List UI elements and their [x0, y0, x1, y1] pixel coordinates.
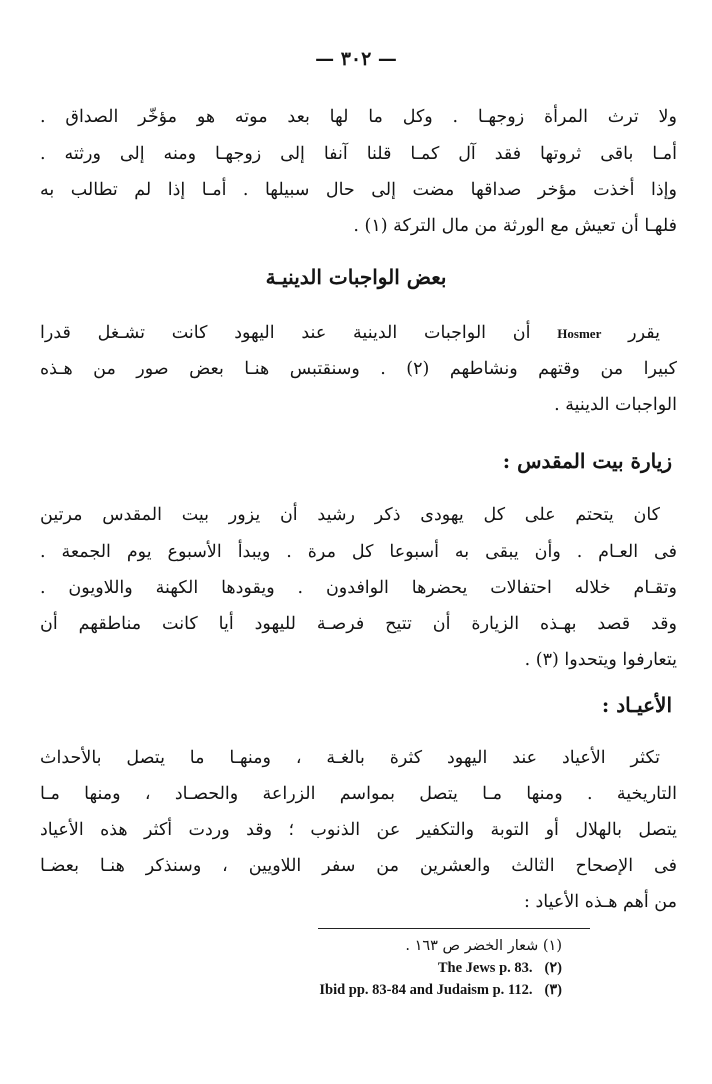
- footnote-2-marker: (٢): [544, 960, 562, 976]
- footnote-1: (١) شعار الخضر ص ١٦٣ .: [405, 938, 562, 954]
- footnote-2: [250, 958, 562, 978]
- paragraph-line: وقد قصد بهـذه الزيارة أن تتيح فرصـة لليهود أيا كانت مناطقهم أن: [40, 614, 678, 634]
- paragraph-line: فى العـام . وأن يبقى به أسبوعا كل مرة . ويبدأ الأسبوع يوم الجمعة .: [40, 542, 677, 562]
- duties-line1-pre: يقرر: [628, 323, 660, 343]
- section-heading-jerusalem-visit: زيارة بيت المقدس :: [502, 449, 672, 473]
- paragraph-line: كبيرا من وقتهم ونشاطهم (٢) . وسنقتبس هنـا بعض صور من هـذه: [40, 359, 677, 379]
- paragraph-line: أمـا باقى ثروتها فقد آل كمـا قلنا آنفا إلى زوجهـا ومنه إلى ورثته .: [40, 144, 677, 164]
- section-heading-religious-duties: بعض الواجبات الدينيـة: [265, 265, 447, 289]
- paragraph-line: وتقـام خلاله احتفالات يحضرها الوافدون . ويقودها الكهنة واللاويون .: [40, 578, 677, 598]
- paragraph-line: يتصل بالهلال أو التوبة والتكفير عن الذنوب ؛ وقد وردت أكثر هذه الأعياد: [40, 820, 677, 840]
- paragraph-line: تكثر الأعياد عند اليهود كثرة بالغـة ، ومنهـا ما يتصل بالأحداث: [40, 748, 660, 768]
- page-number: — ٣٠٢ —: [315, 48, 397, 70]
- paragraph-line: ولا ترث المرأة زوجهـا . وكل ما لها بعد موته هو مؤخّر الصداق .: [40, 107, 677, 127]
- paragraph-line: التاريخية . ومنها مـا يتصل بمواسم الزراعة والحصـاد ، ومنها مـا: [40, 784, 677, 804]
- duties-line1-post: أن الواجبات الدينية عند اليهود كانت تشـغل قدرا: [40, 323, 531, 343]
- paragraph-line: الواجبات الدينية .: [554, 395, 677, 415]
- footnote-3-marker: (٣): [544, 982, 562, 998]
- paragraph-line: فى الإصحاح الثالث والعشرين من سفر اللاويين ، وسنذكر هنـا بعضـا: [40, 856, 677, 876]
- footnote-2-text: The Jews p. 83.: [437, 960, 533, 976]
- footnote-3: [250, 980, 562, 1000]
- footnote-3-text: Ibid pp. 83-84 and Judaism p. 112.: [319, 982, 533, 998]
- paragraph-line: يتعارفوا ويتحدوا (٣) .: [524, 650, 677, 670]
- paragraph-line: [40, 318, 660, 348]
- paragraph-line: وإذا أخذت مؤخر صداقها مضت إلى حال سبيلها . أمـا إذا لم تطالب به: [40, 180, 677, 200]
- paragraph-line: فلهـا أن تعيش مع الورثة من مال التركة (١) .: [353, 216, 677, 236]
- footnote-divider: [318, 928, 590, 929]
- section-heading-feasts: الأعيـاد :: [601, 693, 672, 717]
- paragraph-line: من أهم هـذه الأعياد :: [524, 892, 677, 912]
- paragraph-line: كان يتحتم على كل يهودى ذكر رشيد أن يزور بيت المقدس مرتين: [40, 505, 660, 525]
- author-name-hosmer: Hosmer: [557, 326, 602, 341]
